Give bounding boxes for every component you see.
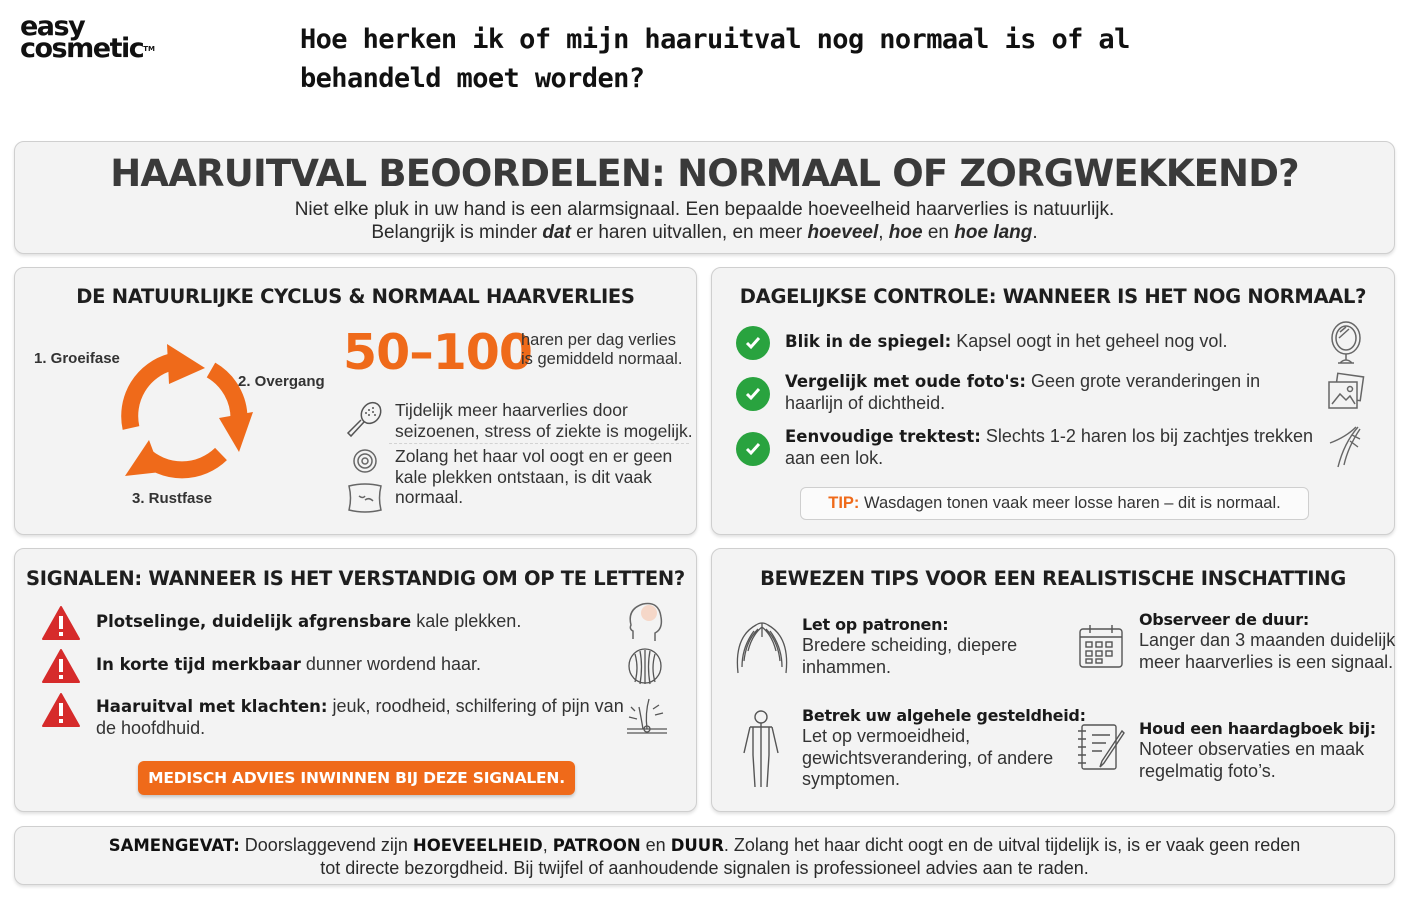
warning-triangle-icon	[41, 648, 81, 684]
banner-line-1: Niet elke pluk in uw hand is een alarmsignaal. Een bepaalde hoeveelheid haarverlies is natuurlijk.	[294, 199, 1115, 220]
tip-title: Let op patronen:	[802, 615, 949, 634]
body-icon	[738, 709, 784, 796]
bald-patch-head-icon	[623, 599, 667, 650]
tip-title: Betrek uw algehele gesteldheid:	[802, 706, 1086, 725]
tip-text: Bredere scheiding, diepere inhammen.	[802, 635, 1018, 677]
phase-growth-label: 1. Groeifase	[34, 350, 120, 367]
daily-loss-number: 50–100	[343, 324, 532, 381]
checkmark-icon	[736, 326, 770, 360]
photos-icon	[1324, 371, 1368, 418]
signal-item: In korte tijd merkbaar dunner wordend haar.	[41, 648, 641, 684]
phase-transition-label: 2. Overgang	[238, 373, 325, 390]
cycle-info-row	[345, 446, 696, 508]
calendar-icon	[1076, 621, 1126, 676]
hair-strand-icon	[1324, 423, 1368, 476]
logo-line-1: easy	[20, 11, 85, 42]
summary-line-2: tot directe bezorgdheid. Bij twijfel of aanhoudende signalen is professioneel advies aan te raden.	[320, 858, 1089, 878]
warning-triangle-icon	[41, 605, 81, 641]
check-item: Vergelijk met oude foto's: Geen grote veranderingen in haarlijn of dichtheid.	[736, 371, 1321, 414]
tip-item	[1139, 718, 1389, 782]
warning-triangle-icon	[41, 692, 81, 728]
signals-heading: SIGNALEN: WANNEER IS HET VERSTANDIG OM OP TE LETTEN?	[26, 567, 685, 590]
easycosmetic-logo[interactable]	[20, 11, 180, 64]
banner-line-2: Belangrijk is minder dat er haren uitvallen, en meer hoeveel, hoe en hoe lang.	[371, 222, 1038, 243]
phase-rest-label: 3. Rustfase	[132, 490, 213, 507]
cycle-info-row	[345, 400, 696, 441]
mirror-icon	[1324, 320, 1368, 371]
natural-cycle-panel	[14, 267, 697, 535]
hairbrush-icon	[345, 400, 385, 440]
cycle-info-text: Zolang het haar vol oogt en er geen kale plekken ontstaan, is dit vaak normaal.	[395, 446, 673, 507]
tip-title: Observeer de duur:	[1139, 610, 1309, 629]
warning-signals-panel	[14, 548, 697, 812]
cycle-arrows-icon	[103, 336, 263, 486]
tip-text: Let op vermoeidheid, gewichtsverandering, of andere symptomen.	[802, 726, 1054, 789]
summary-line-1: SAMENGEVAT: Doorslaggevend zijn HOEVEELHEID, PATROON en DUUR. Zolang het haar dicht oogt en de uitval tijdelijk is, is er vaak geen reden	[108, 835, 1301, 855]
daily-heading: DAGELIJKSE CONTROLE: WANNEER IS HET NOG NORMAAL?	[739, 285, 1367, 308]
trademark-symbol: TM	[143, 45, 155, 53]
thinning-hair-head-icon	[623, 646, 667, 695]
page-title: Hoe herken ik of mijn haaruitval nog normaal is of al behandeld moet worden?	[300, 24, 1130, 94]
scalp-irritation-icon	[623, 695, 671, 746]
banner-heading: HAARUITVAL BEOORDELEN: NORMAAL OF ZORGWEKKEND?	[110, 152, 1299, 195]
pillow-icon	[345, 478, 385, 518]
daily-loss-description: haren per dag verlies is gemiddeld normaal.	[521, 331, 683, 368]
intro-banner	[14, 141, 1395, 254]
medical-advice-button[interactable]: MEDISCH ADVIES INWINNEN BIJ DEZE SIGNALEN.	[138, 761, 575, 795]
check-item: Eenvoudige trektest: Slechts 1-2 haren los bij zachtjes trekken aan een lok.	[736, 426, 1321, 469]
summary-box	[14, 826, 1395, 885]
proven-tips-panel	[711, 548, 1395, 812]
diary-icon	[1076, 719, 1128, 780]
tip-box: TIP: Wasdagen tonen vaak meer losse haren – dit is normaal.	[800, 487, 1309, 520]
divider	[389, 443, 689, 444]
signal-item: Haaruitval met klachten: jeuk, roodheid, schilfering of pijn van de hoofdhuid.	[41, 692, 641, 739]
tip-item	[802, 705, 1092, 791]
checkmark-icon	[736, 432, 770, 466]
hair-parting-icon	[732, 617, 792, 682]
tip-item	[1139, 609, 1408, 673]
cycle-heading: DE NATUURLIJKE CYCLUS & NORMAAL HAARVERLIES	[76, 285, 635, 308]
cycle-info-text: Tijdelijk meer haarverlies door seizoenen, stress of ziekte is mogelijk.	[395, 400, 693, 441]
check-item: Blik in de spiegel: Kapsel oogt in het geheel nog vol.	[736, 326, 1321, 360]
signal-item: Plotselinge, duidelijk afgrensbare kale plekken.	[41, 605, 641, 641]
tip-item	[802, 614, 1092, 678]
logo-line-2: cosmetic™	[20, 33, 155, 64]
checkmark-icon	[736, 377, 770, 411]
tip-title: Houd een haardagboek bij:	[1139, 719, 1376, 738]
tips-heading: BEWEZEN TIPS VOOR EEN REALISTISCHE INSCHATTING	[760, 567, 1346, 590]
daily-check-panel	[711, 267, 1395, 535]
tip-text: Langer dan 3 maanden duidelijk meer haarverlies is een signaal.	[1139, 630, 1396, 672]
tip-text: Noteer observaties en maak regelmatig foto’s.	[1139, 739, 1365, 781]
